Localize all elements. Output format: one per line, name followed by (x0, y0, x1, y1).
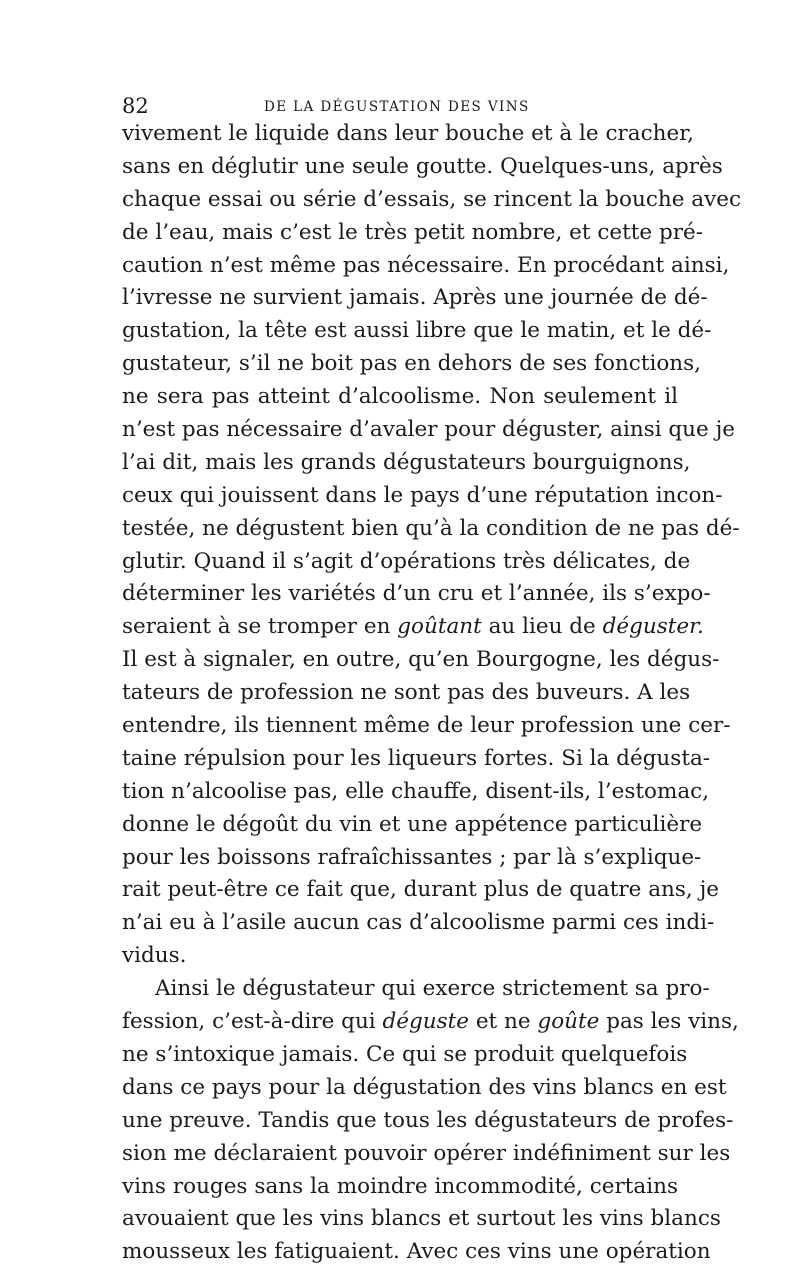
text-line (122, 381, 678, 414)
text-segment: Ainsi le dégustateur qui exerce strictement sa pro- (155, 976, 710, 1002)
italic-word: déguster. (602, 614, 704, 640)
text-segment: n’est pas nécessaire d’avaler pour déguster, ainsi que je (122, 417, 735, 443)
text-segment: de l’eau, mais c’est le très petit nombre, et cette pré- (122, 219, 704, 245)
text-segment: fession, c’est-à-dire qui (122, 1009, 383, 1035)
italic-word: goûte (537, 1009, 600, 1035)
text-segment: Il est à signaler, en outre, qu’en Bourgogne, les dégus- (122, 647, 720, 673)
text-line (122, 217, 704, 250)
text-line (122, 118, 694, 151)
text-line (122, 348, 701, 381)
text-line (122, 1236, 711, 1269)
text-line (122, 1039, 688, 1072)
italic-word: goûtant (397, 614, 482, 640)
text-segment: une preuve. Tandis que tous les dégustateurs de profes- (122, 1107, 734, 1133)
text-line (122, 1138, 731, 1171)
text-segment: ne sera pas atteint d’alcoolisme. Non seulement il (122, 384, 678, 410)
italic-word: déguste (382, 1009, 469, 1035)
text-segment: mousseux les fatiguaient. Avec ces vins une opération (122, 1239, 711, 1265)
text-segment: pour les boissons rafraîchissantes ; par là s’explique- (122, 844, 702, 870)
text-line (122, 1203, 721, 1236)
text-line (122, 940, 678, 973)
text-line (122, 282, 708, 315)
text-segment: vivement le liquide dans leur bouche et à le cracher, (122, 121, 694, 146)
text-line (122, 1105, 734, 1138)
text-line (122, 1072, 727, 1105)
text-line (122, 578, 711, 611)
text-segment: avouaient que les vins blancs et surtout les vins blancs (122, 1206, 721, 1232)
text-segment: gustation, la tête est aussi libre que le matin, et le dé- (122, 318, 712, 344)
text-segment: et ne (469, 1009, 538, 1035)
text-line (122, 907, 715, 940)
text-segment: rait peut-être ce fait que, durant plus de quatre ans, je (122, 877, 719, 903)
text-segment: l’ivresse ne survient jamais. Après une journée de dé- (122, 285, 708, 311)
text-segment: dans ce pays pour la dégustation des vins blancs en est (122, 1074, 727, 1100)
text-line (122, 447, 691, 480)
text-segment: ceux qui jouissent dans le pays d’une réputation incon- (122, 482, 723, 508)
text-line (122, 710, 731, 743)
text-segment: l’ai dit, mais les grands dégustateurs bourguignons, (122, 449, 691, 475)
text-segment: testée, ne dégustent bien qu’à la condition de ne pas dé- (122, 515, 740, 541)
text-line (122, 1171, 678, 1204)
text-segment: vidus. (122, 943, 187, 969)
text-segment: n’ai eu à l’asile aucun cas d’alcoolisme parmi ces indi- (122, 910, 715, 936)
text-line (122, 1006, 739, 1039)
text-segment: pas les vins, (599, 1009, 739, 1035)
text-line (122, 842, 702, 875)
page-number: 82 (122, 94, 149, 118)
text-line (122, 513, 740, 546)
text-segment: tion n’alcoolise pas, elle chauffe, disent-ils, l’estomac, (122, 778, 710, 804)
text-segment: entendre, ils tiennent même de leur profession une cer- (122, 713, 731, 739)
text-line (122, 973, 710, 1006)
body-text (122, 118, 742, 1269)
text-line (122, 151, 723, 184)
text-line (122, 776, 710, 809)
text-segment: au lieu de (481, 614, 603, 640)
text-segment: sans en déglutir une seule goutte. Quelques-uns, après (122, 153, 723, 179)
text-line (122, 743, 711, 776)
running-title: DE LA DÉGUSTATION DES VINS (264, 99, 530, 115)
text-line (122, 184, 742, 217)
text-segment: gustateur, s’il ne boit pas en dehors de ses fonctions, (122, 351, 701, 377)
text-segment: déterminer les variétés d’un cru et l’année, ils s’expo- (122, 581, 711, 607)
text-line (122, 250, 730, 283)
text-segment: sion me déclaraient pouvoir opérer indéfiniment sur les (122, 1140, 731, 1166)
text-line (122, 315, 712, 348)
text-segment: donne le dégoût du vin et une appétence particulière (122, 811, 703, 837)
text-line (122, 874, 719, 907)
text-segment: tateurs de profession ne sont pas des buveurs. A les (122, 680, 691, 706)
text-line (122, 677, 691, 710)
text-line (122, 546, 691, 579)
text-segment: chaque essai ou série d’essais, se rincent la bouche avec (122, 186, 742, 212)
text-segment: vins rouges sans la moindre incommodité, certains (122, 1173, 678, 1199)
text-segment: seraient à se tromper en (122, 614, 398, 640)
text-line (122, 611, 704, 644)
text-segment: caution n’est même pas nécessaire. En procédant ainsi, (122, 252, 730, 278)
text-line (122, 644, 720, 677)
text-line (122, 414, 735, 447)
text-segment: taine répulsion pour les liqueurs fortes. Si la dégusta- (122, 745, 711, 771)
text-line (122, 480, 723, 513)
text-segment: glutir. Quand il s’agit d’opérations très délicates, de (122, 548, 691, 574)
page-header (122, 93, 678, 119)
text-line (122, 809, 703, 842)
text-segment: ne s’intoxique jamais. Ce qui se produit quelquefois (122, 1041, 688, 1067)
